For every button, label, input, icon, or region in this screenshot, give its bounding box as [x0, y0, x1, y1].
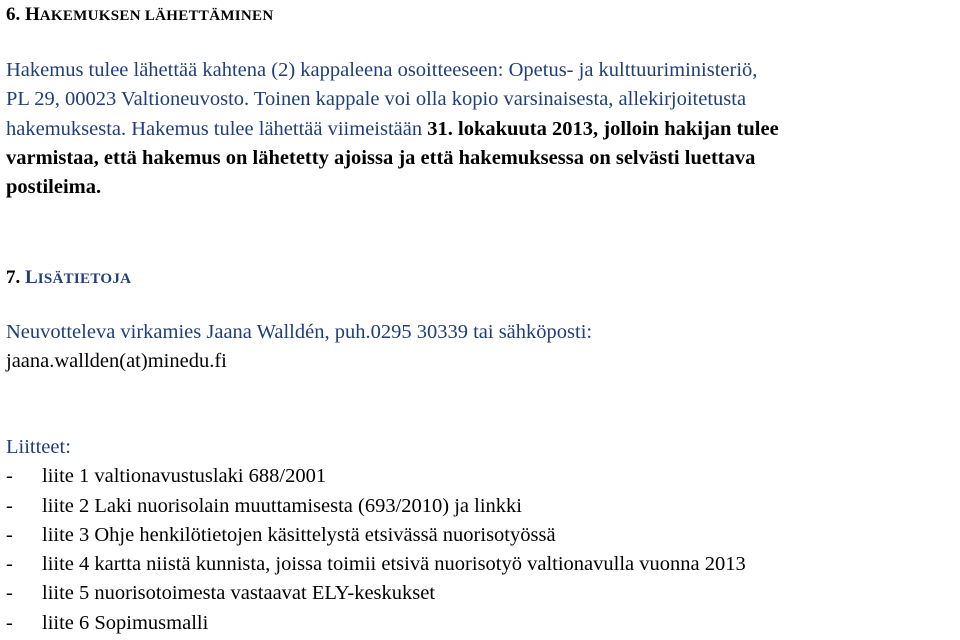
list-item: [6, 462, 954, 491]
attachment-3: liite 3 Ohje henkilötietojen käsittelystä etsivässä nuorisotyössä: [42, 523, 556, 546]
section-7-number: 7.: [6, 267, 25, 288]
attachments-label: Liitteet:: [6, 436, 71, 458]
section-6-title-initial: H: [25, 4, 40, 25]
attachment-6: liite 6 Sopimusmalli: [42, 611, 209, 634]
list-dash: -: [6, 465, 13, 488]
attachment-4: liite 4 kartta niistä kunnista, joissa toimii etsivä nuorisotyö valtionavulla vuonna 2013: [42, 553, 746, 576]
attachment-2: liite 2 Laki nuorisolain muuttamisesta (693/2010) ja linkki: [42, 494, 522, 517]
attachment-5: liite 5 nuorisotoimesta vastaavat ELY-keskukset: [42, 582, 436, 605]
section-6-bold-line-2: postileima.: [6, 176, 102, 199]
list-item: [6, 492, 954, 521]
document-page: [6, 0, 954, 640]
section-6-line-1: Hakemus tulee lähettää kahtena (2) kappaleena osoitteeseen: Opetus- ja kulttuuriministeriö,: [6, 59, 758, 81]
list-dash: -: [6, 582, 13, 605]
attachments-list: [6, 433, 954, 638]
section-7-title-initial: L: [25, 267, 38, 288]
list-dash: -: [6, 611, 13, 634]
section-7-title-rest: ISÄTIETOJA: [37, 271, 132, 287]
section-6-heading: [6, 3, 274, 28]
list-item: [6, 550, 954, 579]
contact-line-1: Neuvotteleva virkamies Jaana Walldén, puh.0295 30339 tai sähköposti:: [6, 321, 593, 343]
list-item: [6, 579, 954, 608]
section-6-bold-line-1: varmistaa, että hakemus on lähetetty ajoissa ja että hakemuksessa on selvästi luettava: [6, 146, 756, 169]
section-6-line-2: PL 29, 00023 Valtioneuvosto. Toinen kappale voi olla kopio varsinaisesta, allekirjoitetusta: [6, 88, 747, 111]
section-7-heading: [6, 266, 131, 291]
list-dash: -: [6, 553, 13, 576]
list-dash: -: [6, 523, 13, 546]
contact-email: jaana.wallden(at)minedu.fi: [6, 350, 227, 373]
list-dash: -: [6, 494, 13, 517]
section-6-number: 6.: [6, 4, 25, 25]
list-item: [6, 609, 954, 638]
section-6-deadline: 31. lokakuuta 2013, jolloin hakijan tulee: [427, 117, 779, 140]
section-6-line-3: [6, 115, 954, 144]
section-6-line-3-normal: hakemuksesta. Hakemus tulee lähettää viimeistään: [6, 117, 428, 140]
section-7-paragraph: [6, 318, 954, 377]
list-item: [6, 521, 954, 550]
section-6-paragraph: [6, 56, 954, 202]
section-6-title-rest: AKEMUKSEN LÄHETTÄMINEN: [39, 8, 274, 24]
attachment-1: liite 1 valtionavustuslaki 688/2001: [42, 465, 327, 488]
